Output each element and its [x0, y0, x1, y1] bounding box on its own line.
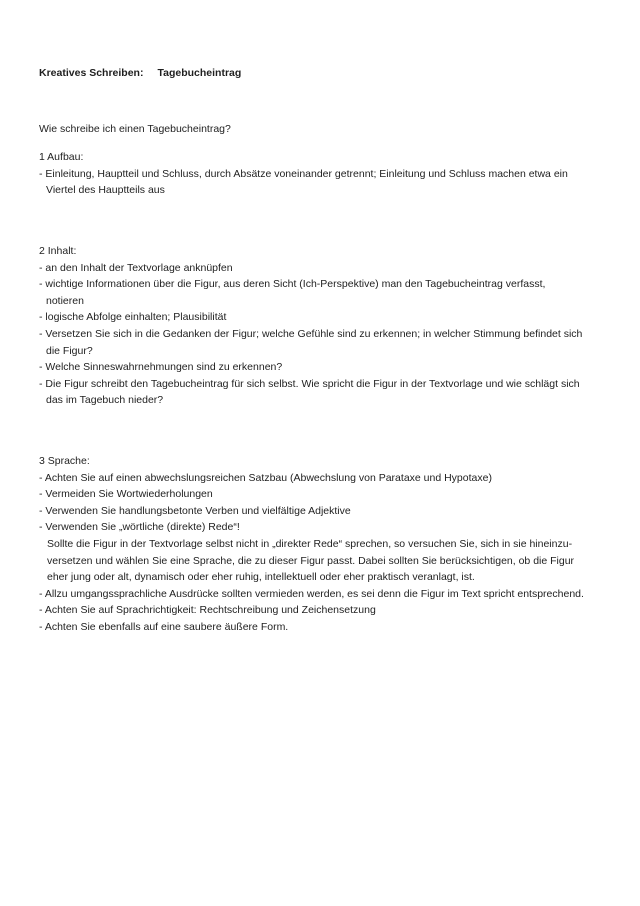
- list-item-line: - Verwenden Sie „wörtliche (direkte) Rede“!: [39, 521, 240, 534]
- list-item: [39, 602, 609, 619]
- list-item-line: - Vermeiden Sie Wortwiederholungen: [39, 488, 213, 501]
- list-item-line: - Welche Sinneswahrnehmungen sind zu erkennen?: [39, 361, 283, 374]
- list-item-line: - Achten Sie auf Sprachrichtigkeit: Rechtschreibung und Zeichensetzung: [39, 604, 376, 617]
- section-title-sprache: 3 Sprache:: [39, 455, 90, 467]
- list-item-detail: versetzen und wählen Sie eine Sprache, die zu dieser Figur passt. Dabei sollten Sie berücksichtigen, ob die Figur: [47, 554, 575, 567]
- section-aufbau: [39, 149, 609, 199]
- list-item: [39, 276, 609, 309]
- guiding-question: Wie schreibe ich einen Tagebucheintrag?: [39, 123, 231, 135]
- list-item: [39, 586, 609, 603]
- list-item-continuation: die Figur?: [46, 344, 93, 357]
- list-item: [39, 519, 609, 585]
- list-item-line: - wichtige Informationen über die Figur, aus deren Sicht (Ich-Perspektive) man den Tagebucheintrag verfasst,: [39, 278, 546, 291]
- list-item-line: - Versetzen Sie sich in die Gedanken der Figur; welche Gefühle sind zu erkennen; in welcher Stimmung befindet sich: [39, 327, 583, 340]
- heading-topic: Kreatives Schreiben:: [39, 67, 144, 79]
- section-title-inhalt: 2 Inhalt:: [39, 245, 77, 257]
- section-sprache: [39, 453, 609, 636]
- heading-text-type: Tagebucheintrag: [157, 67, 242, 79]
- list-item: [39, 166, 609, 199]
- list-item-line: - logische Abfolge einhalten; Plausibilität: [39, 311, 227, 324]
- document-heading: [39, 67, 241, 79]
- list-item-line: - Die Figur schreibt den Tagebucheintrag für sich selbst. Wie spricht die Figur in der Textvorlage und wie schlägt sich: [39, 377, 580, 390]
- list-item: [39, 503, 609, 520]
- list-item-line: - an den Inhalt der Textvorlage anknüpfen: [39, 261, 233, 274]
- list-item-line: - Allzu umgangssprachliche Ausdrücke sollten vermieden werden, es sei denn die Figur im Text spricht entsprechend.: [39, 587, 584, 600]
- list-item-continuation: notieren: [46, 294, 84, 307]
- list-item-continuation: das im Tagebuch nieder?: [46, 394, 164, 407]
- list-item-line: - Achten Sie ebenfalls auf eine saubere äußere Form.: [39, 620, 289, 633]
- list-item: [39, 359, 609, 376]
- section-inhalt: [39, 243, 609, 409]
- list-item: [39, 260, 609, 277]
- list-item: [39, 309, 609, 326]
- list-item: [39, 619, 609, 636]
- list-item-line: - Achten Sie auf einen abwechslungsreichen Satzbau (Abwechslung von Parataxe und Hypotaxe): [39, 471, 492, 484]
- list-item-detail: eher jung oder alt, dynamisch oder eher ruhig, intellektuell oder eher praktisch veranlagt, ist.: [47, 571, 475, 584]
- list-item: [39, 470, 609, 487]
- section-title-aufbau: 1 Aufbau:: [39, 151, 84, 163]
- list-item-line: - Verwenden Sie handlungsbetonte Verben und vielfältige Adjektive: [39, 504, 351, 517]
- list-item-continuation: Viertel des Hauptteils aus: [46, 184, 165, 197]
- list-item-detail: Sollte die Figur in der Textvorlage selbst nicht in „direkter Rede“ sprechen, so versuchen Sie, sich in sie hineinzu-: [47, 537, 573, 550]
- list-item: [39, 486, 609, 503]
- list-item: [39, 326, 609, 359]
- list-item-line: - Einleitung, Hauptteil und Schluss, durch Absätze voneinander getrennt; Einleitung und Schluss machen etwa ein: [39, 167, 568, 180]
- list-item: [39, 376, 609, 409]
